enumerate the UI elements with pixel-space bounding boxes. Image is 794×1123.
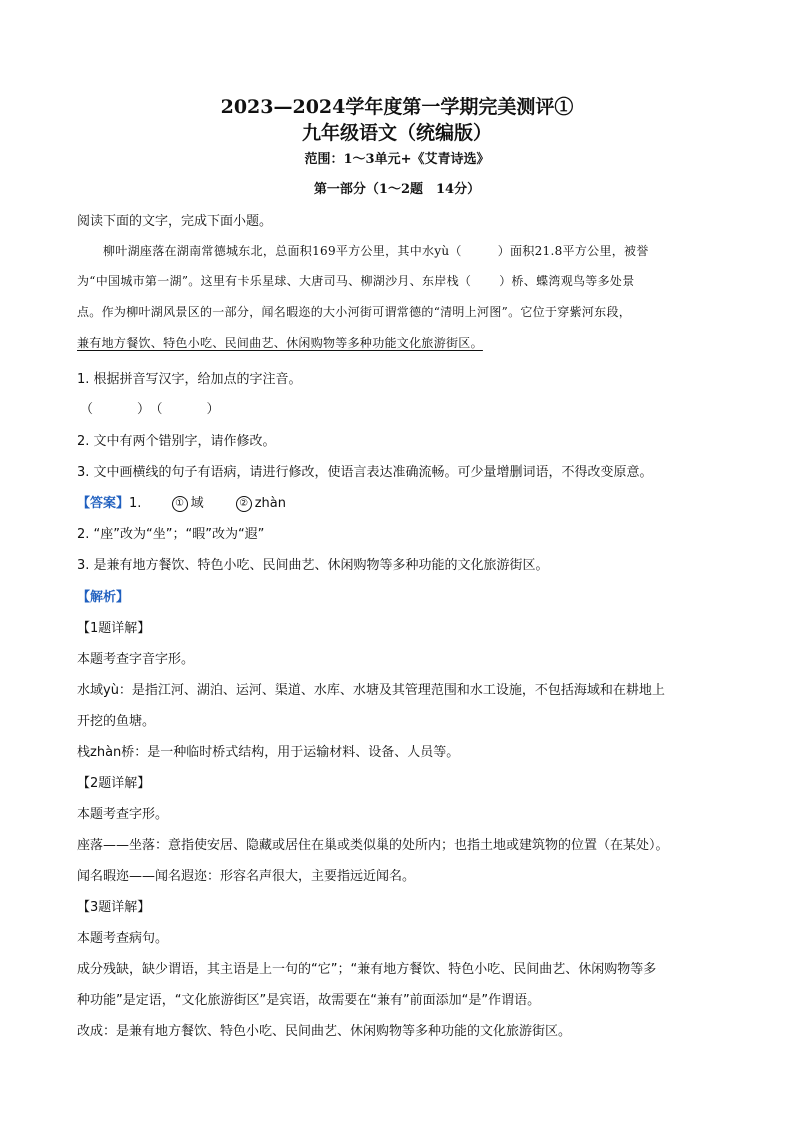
- answer-line-3: 3. 是兼有地方餐饮、特色小吃、民间曲艺、休闲购物等多种功能的文化旅游街区。: [77, 558, 549, 573]
- question-1-blanks: （ ）（ ）: [80, 402, 226, 417]
- question-1: 1. 根据拼音写汉字，给加点的字注音。: [77, 372, 302, 387]
- answer-1-value-2: zhàn: [254, 496, 286, 511]
- passage-line-3: 点。作为柳叶湖风景区的一部分，闻名暇迩的大小河街可谓常德的“清明上河图”。它位于穿紫河东段，: [77, 305, 632, 319]
- detail-1-line-2: 水域yù：是指江河、湖泊、运河、渠道、水库、水塘及其管理范围和水工设施，不包括海域和在耕地上: [77, 683, 665, 698]
- answer-line-2: 2. “座”改为“坐”；“暇”改为“遐”: [77, 527, 265, 542]
- passage-underlined-sentence: 兼有地方餐饮、特色小吃、民间曲艺、休闲购物等多种功能文化旅游街区。: [77, 336, 483, 350]
- detail-3-line-2: 成分残缺，缺少谓语，其主语是上一句的“它”；“兼有地方餐饮、特色小吃、民间曲艺、休闲购物等多: [77, 962, 657, 977]
- detail-2-line-3: 闻名暇迩——闻名遐迩：形容名声很大，主要指远近闻名。: [77, 869, 416, 884]
- question-2: 2. 文中有两个错别字，请作修改。: [77, 434, 276, 449]
- detail-2-title: 【2题详解】: [77, 776, 151, 791]
- detail-1-title: 【1题详解】: [77, 621, 151, 636]
- part-heading: 第一部分（1～2题 14分）: [313, 182, 481, 197]
- instruction: 阅读下面的文字，完成下面小题。: [77, 214, 273, 229]
- answer-1-value-1: 域: [190, 496, 204, 511]
- detail-3-title: 【3题详解】: [77, 900, 151, 915]
- detail-3-line-4: 改成：是兼有地方餐饮、特色小吃、民间曲艺、休闲购物等多种功能的文化旅游街区。: [77, 1024, 572, 1039]
- circled-number-2: ②: [236, 496, 252, 512]
- analysis-tag: 【解析】: [77, 590, 130, 605]
- detail-1-line-4: 栈zhàn桥：是一种临时桥式结构，用于运输材料、设备、人员等。: [77, 745, 460, 760]
- passage-line-2-a: 为“中国城市第一湖”。这里有卡乐星球、大唐司马、柳湖沙月、东岸栈（: [77, 274, 472, 288]
- detail-3-line-1: 本题考查病句。: [77, 931, 169, 946]
- detail-1-line-3: 开挖的鱼塘。: [77, 714, 156, 729]
- answer-tag: 【答案】: [77, 496, 130, 511]
- detail-2-line-1: 本题考查字形。: [77, 807, 169, 822]
- circled-number-1: ①: [172, 496, 188, 512]
- passage-line-2-b: ）桥、蝶湾观鸟等多处景: [499, 274, 635, 288]
- passage-line-2: [77, 272, 635, 289]
- answer-line-1: [77, 492, 286, 512]
- detail-1-line-1: 本题考查字音字形。: [77, 652, 195, 667]
- scope-line: 范围：1～3单元+《艾青诗选》: [304, 152, 490, 167]
- passage-line-1: [103, 242, 649, 259]
- detail-2-line-2: 座落——坐落：意指使安居、隐藏或居住在巢或类似巢的处所内；也指土地或建筑物的位置（在某处）。: [77, 838, 669, 853]
- document-title: 2023—2024学年度第一学期完美测评①: [220, 96, 574, 118]
- passage-line-1-b: ）面积21.8平方公里，被誉: [497, 244, 649, 258]
- document-subtitle: 九年级语文（统编版）: [301, 122, 492, 144]
- passage-line-1-a: 柳叶湖座落在湖南常德城东北，总面积169平方公里，其中水yù（: [103, 244, 462, 258]
- answer-1-number: 1.: [129, 496, 142, 511]
- detail-3-line-3: 种功能”是定语，“文化旅游街区”是宾语，故需要在“兼有”前面添加“是”作谓语。: [77, 993, 541, 1008]
- question-3: 3. 文中画横线的句子有语病，请进行修改，使语言表达准确流畅。可少量增删词语，不得改变原意。: [77, 465, 653, 480]
